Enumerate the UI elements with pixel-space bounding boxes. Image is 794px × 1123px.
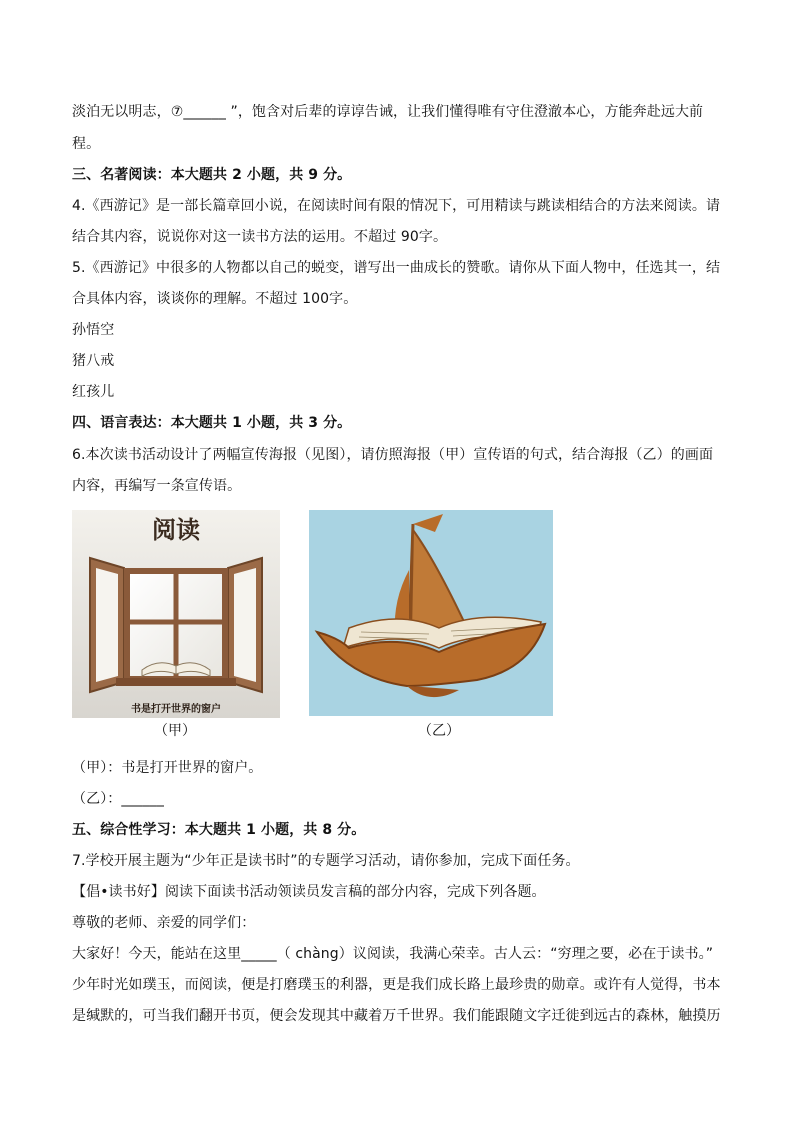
poster-yi-image	[309, 510, 553, 716]
speech-line: 少年时光如璞玉，而阅读，便是打磨璞玉的利器，更是我们成长路上最珍贵的勋章。或许有人觉得，书本	[72, 977, 721, 993]
text-line: 淡泊无以明志，⑦______ ”，饱含对后辈的谆谆告诫，让我们懂得唯有守住澄澈本心，方能奔赴远大前	[72, 104, 704, 120]
poster-jia-caption: （甲）	[154, 723, 196, 739]
question-5-line: 5.《西游记》中很多的人物都以自己的蜕变，谱写出一曲成长的赞歌。请你从下面人物中，任选其一，结	[72, 260, 721, 276]
speech-line: 大家好！今天，能站在这里_____（ chàng）议阅读，我满心荣幸。古人云：“穷理之要，必在于读书。”	[72, 946, 714, 962]
question-7-line: 7.学校开展主题为“少年正是读书时”的专题学习活动，请你参加，完成下面任务。	[72, 853, 580, 869]
poster-yi-caption: （乙）	[418, 723, 460, 739]
question-6-line: 内容，再编写一条宣传语。	[72, 478, 242, 494]
poster-jia-slogan: 书是打开世界的窗户	[131, 704, 221, 715]
poster-jia-image	[72, 510, 280, 718]
section-heading: 三、名著阅读：本大题共 2 小题，共 9 分。	[72, 167, 352, 183]
answer-yi: （乙）：______	[72, 791, 164, 807]
section-heading: 四、语言表达：本大题共 1 小题，共 3 分。	[72, 415, 352, 431]
speech-greeting: 尊敬的老师、亲爱的同学们：	[72, 915, 256, 931]
character-option: 猪八戒	[72, 353, 115, 369]
question-5-line: 合具体内容，谈谈你的理解。不超过 100字。	[72, 291, 358, 307]
question-4-line: 结合其内容，说说你对这一读书方法的运用。不超过 90字。	[72, 229, 448, 245]
text-line: 程。	[72, 136, 101, 152]
task-line: 【倡•读书好】阅读下面读书活动领读员发言稿的部分内容，完成下列各题。	[72, 884, 546, 900]
section-heading: 五、综合性学习：本大题共 1 小题，共 8 分。	[72, 822, 366, 838]
poster-jia-title: 阅读	[152, 515, 200, 544]
question-6-line: 6.本次读书活动设计了两幅宣传海报（见图），请仿照海报（甲）宣传语的句式，结合海报（乙）的画面	[72, 447, 714, 463]
character-option: 孙悟空	[72, 322, 115, 338]
speech-line: 是缄默的，可当我们翻开书页，便会发现其中藏着万千世界。我们能跟随文字迁徙到远古的森林，触摸历	[72, 1008, 721, 1024]
character-option: 红孩儿	[72, 384, 115, 400]
question-4-line: 4.《西游记》是一部长篇章回小说，在阅读时间有限的情况下，可用精读与跳读相结合的方法来阅读。请	[72, 198, 721, 214]
answer-jia: （甲）：书是打开世界的窗户。	[72, 760, 263, 776]
